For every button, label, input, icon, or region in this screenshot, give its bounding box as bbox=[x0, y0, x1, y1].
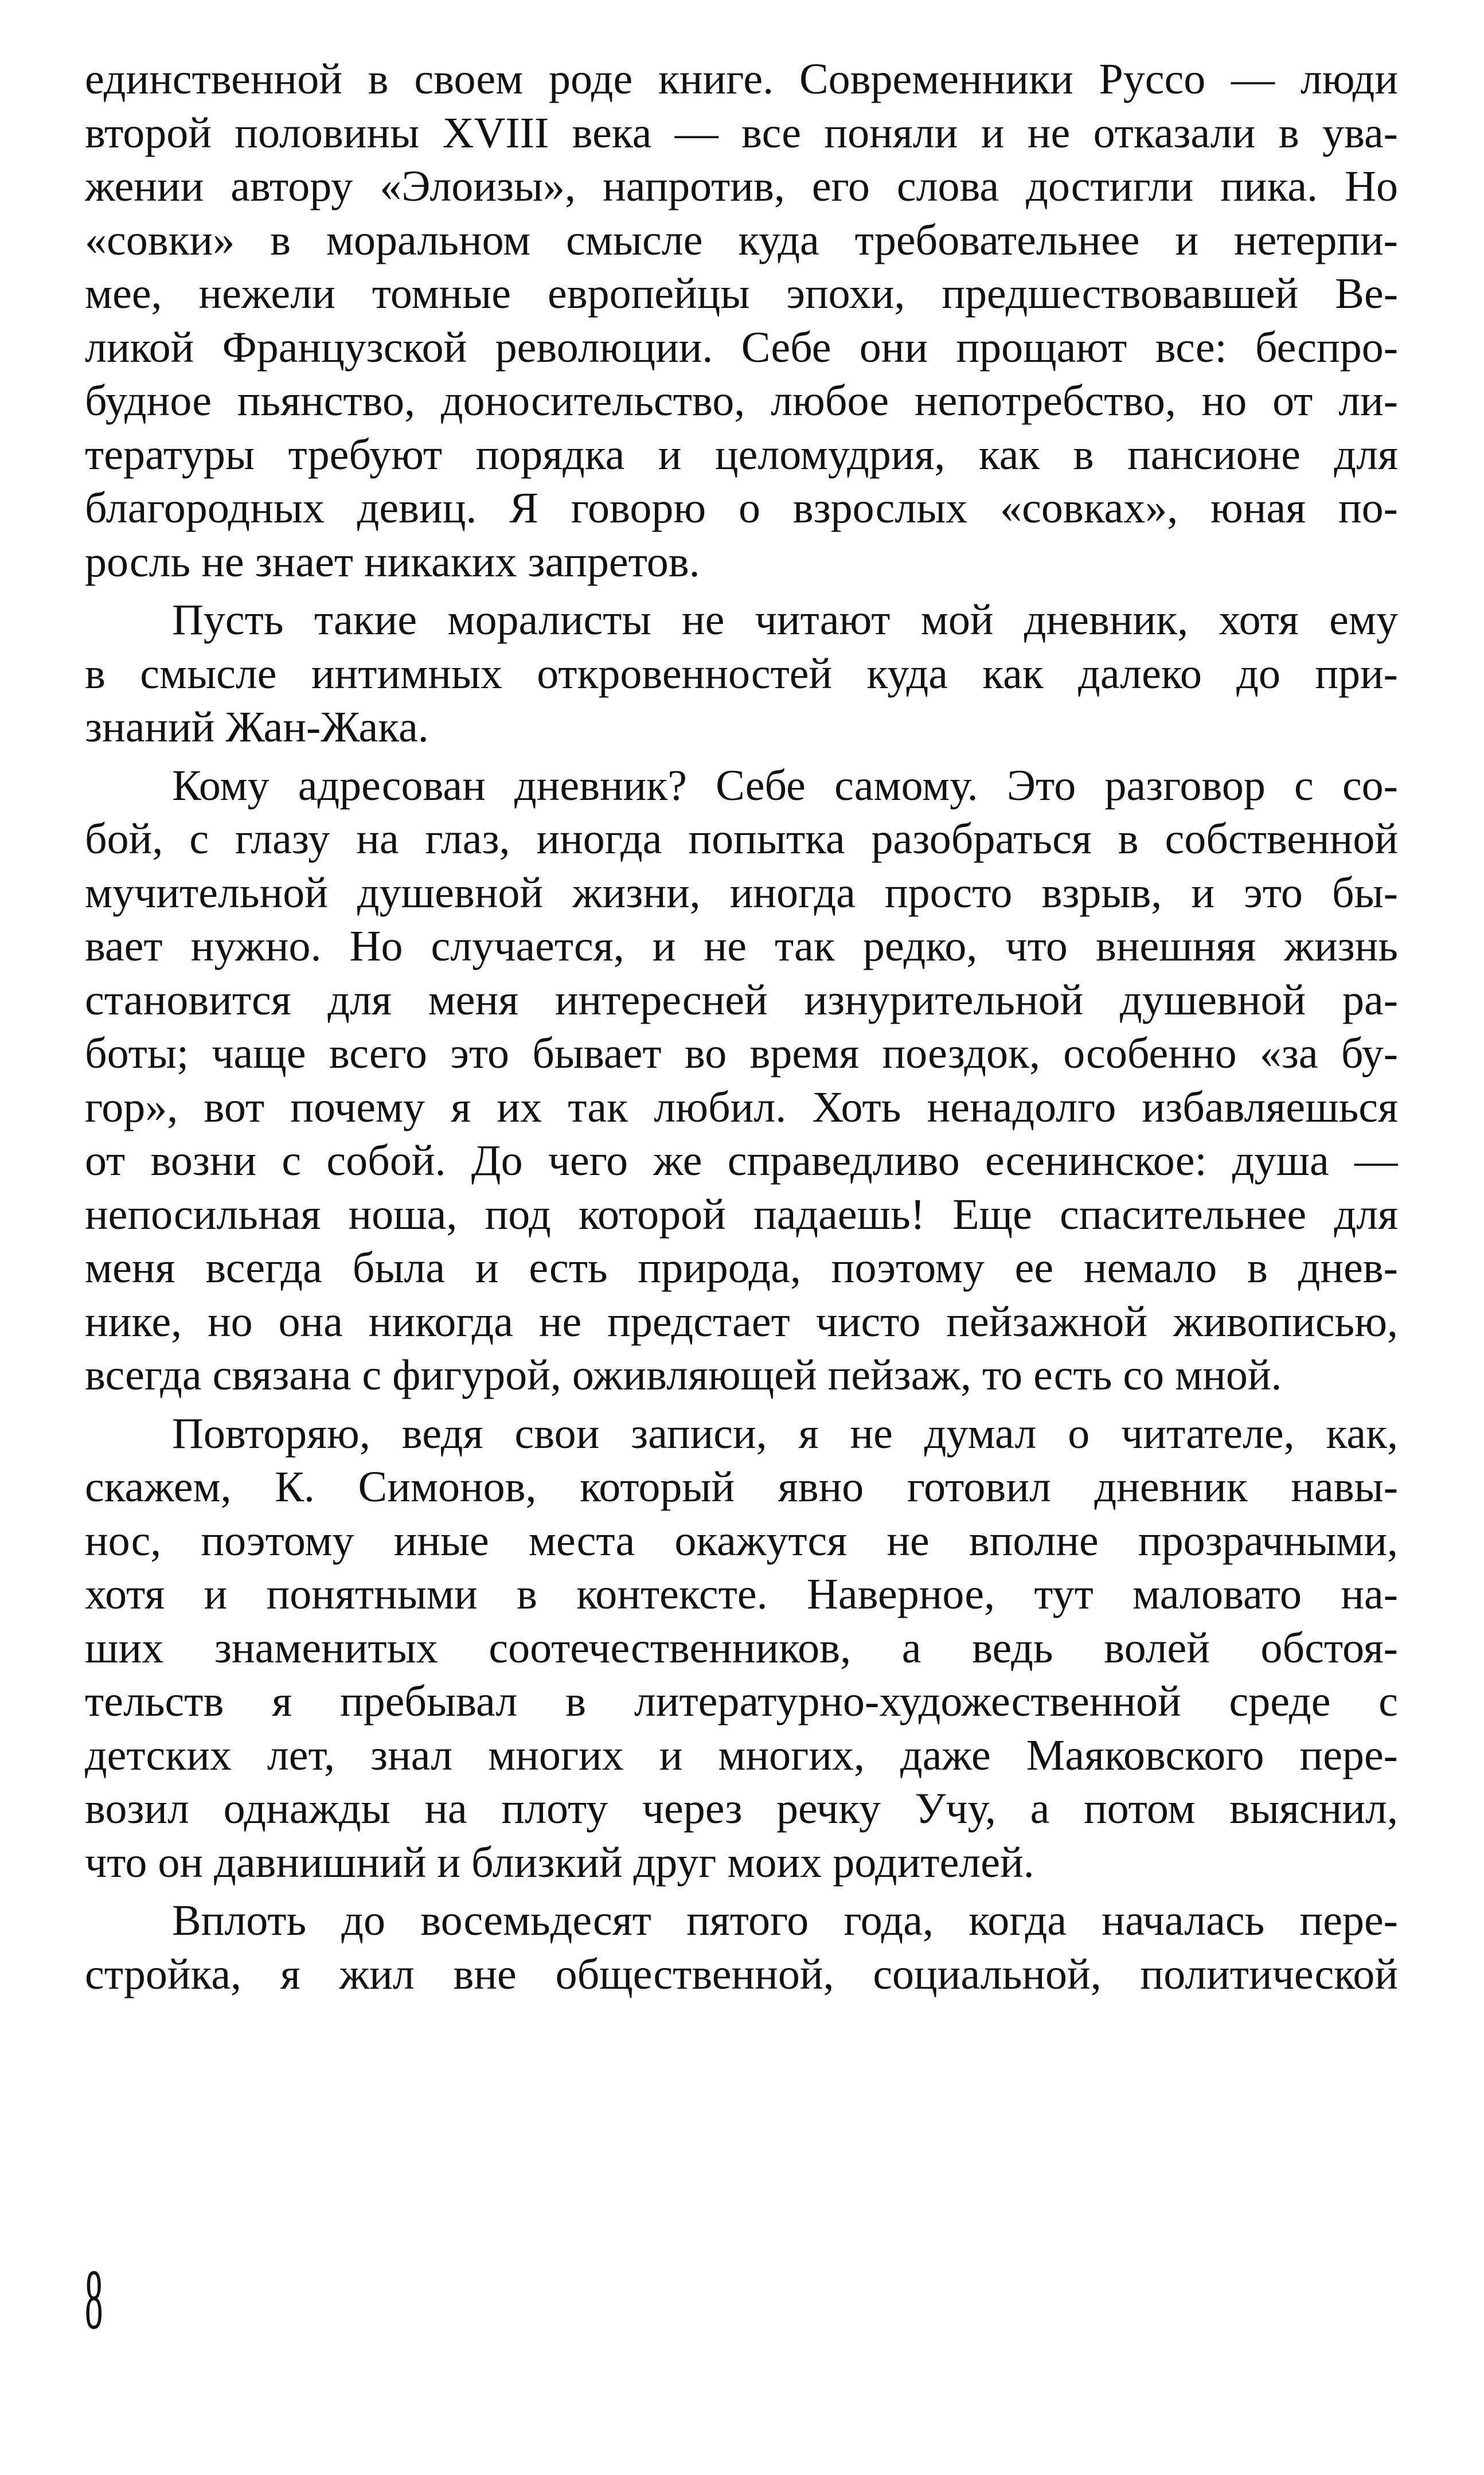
text-line: Пусть такие моралисты не читают мой дневник, хотя ему bbox=[172, 596, 1398, 644]
text-line: нике, но она никогда не предстает чисто пейзажной живописью, bbox=[85, 1297, 1398, 1346]
page-body bbox=[85, 53, 1398, 2001]
text-line: будное пьянство, доносительство, любое непотребство, но от ли- bbox=[85, 377, 1398, 425]
text-line: тельств я пребывал в литературно-художественной среде с bbox=[85, 1677, 1398, 1726]
text-line: становится для меня интереснeй изнурительной душевной ра- bbox=[85, 975, 1398, 1024]
text-line: Вплоть до восемьдесят пятого года, когда началась пере- bbox=[172, 1896, 1398, 1945]
text-line: нос, поэтому иные места окажутся не вполне прозрачными, bbox=[85, 1516, 1398, 1565]
text-line: вает нужно. Но случается, и не так редко, что внешняя жизнь bbox=[85, 922, 1398, 970]
text-line: бой, с глазу на глаз, иногда попытка разобраться в собственной bbox=[85, 815, 1398, 863]
text-line: мучительной душевной жизни, иногда просто взрыв, и это бы- bbox=[85, 868, 1398, 917]
text-line: возил однажды на плоту через речку Учу, а потом выяснил, bbox=[85, 1785, 1398, 1833]
paragraph-2 bbox=[85, 594, 1398, 755]
text-line: жении автору «Элоизы», напротив, его слова достигли пика. Но bbox=[85, 162, 1398, 210]
text-line: тературы требуют порядка и целомудрия, как в пансионе для bbox=[85, 430, 1398, 479]
text-line: знаний Жан-Жака. bbox=[85, 703, 429, 751]
paragraph-1 bbox=[85, 53, 1398, 589]
text-line: благородных девиц. Я говорю о взрослых «совках», юная по- bbox=[85, 484, 1398, 532]
text-line: мее, нежели томные европейцы эпохи, предшествовавшей Ве- bbox=[85, 270, 1398, 318]
paragraph-3 bbox=[85, 759, 1398, 1403]
text-line: всегда связана с фигурой, оживляющей пейзаж, то есть со мной. bbox=[85, 1351, 1282, 1399]
text-line: непосильная ноша, под которой падаешь! Еще спасительнее для bbox=[85, 1190, 1398, 1239]
text-line: хотя и понятными в контексте. Наверное, тут маловато на- bbox=[85, 1570, 1398, 1618]
text-line: Кому адресован дневник? Себе самому. Это разговор с со- bbox=[172, 761, 1398, 810]
text-line: единственной в своем роде книге. Современники Руссо — люди bbox=[85, 55, 1398, 103]
text-line: стройка, я жил вне общественной, социальной, политической bbox=[85, 1950, 1398, 1998]
paragraph-4 bbox=[85, 1407, 1398, 1890]
text-line: боты; чаще всего это бывает во время поездок, особенно «за бу- bbox=[85, 1029, 1398, 1078]
text-line: скажем, К. Симонов, который явно готовил дневник навы- bbox=[85, 1463, 1398, 1511]
text-line: росль не знает никаких запретов. bbox=[85, 537, 700, 586]
text-line: гор», вот почему я их так любил. Хоть ненадолго избавляешься bbox=[85, 1083, 1398, 1131]
text-line: второй половины XVIII века — все поняли и не отказали в ува- bbox=[85, 108, 1398, 157]
text-line: Повторяю, ведя свои записи, я не думал о читателе, как, bbox=[172, 1409, 1398, 1458]
text-line: «совки» в моральном смысле куда требовательнее и нетерпи- bbox=[85, 216, 1398, 264]
text-line: что он давнишний и близкий друг моих родителей. bbox=[85, 1838, 1034, 1887]
text-line: в смысле интимных откровенностей куда как далеко до при- bbox=[85, 649, 1398, 698]
text-line: ликой Французской революции. Себе они прощают все: беспро- bbox=[85, 323, 1398, 372]
paragraph-5 bbox=[85, 1894, 1398, 2001]
text-line: ших знаменитых соотечественников, а ведь волей обстоя- bbox=[85, 1623, 1398, 1672]
page-number: 8 bbox=[85, 2252, 103, 2347]
text-line: детских лет, знал многих и многих, даже Маяковского пере- bbox=[85, 1731, 1398, 1779]
text-line: меня всегда была и есть природа, поэтому ее немало в днев- bbox=[85, 1244, 1398, 1292]
text-line: от возни с собой. До чего же справедливо есенинское: душа — bbox=[85, 1137, 1398, 1185]
